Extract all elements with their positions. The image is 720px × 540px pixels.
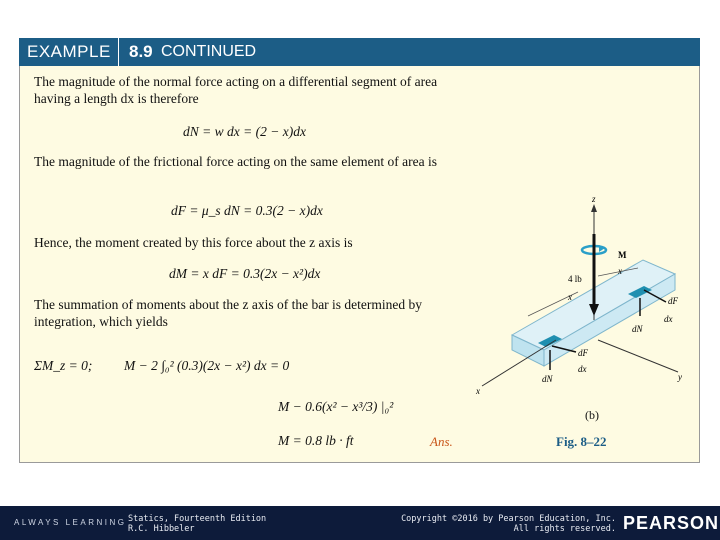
- equation-integral: M − 2 ∫₀² (0.3)(2x − x²) dx = 0: [124, 358, 290, 373]
- y-axis-line: [598, 340, 678, 372]
- book-info: [128, 514, 266, 534]
- paragraph-summation: The summation of moments about the z axis of the bar is determined by integration, which yields: [34, 297, 423, 329]
- equation-dF: dF = μ_s dN = 0.3(2 − x)dx: [171, 203, 323, 218]
- example-label: EXAMPLE: [27, 42, 111, 61]
- paragraph-normal-force: The magnitude of the normal force acting on a differential segment of area having a length dx is therefore: [34, 74, 438, 106]
- book-title: Statics, Fourteenth Edition: [128, 514, 267, 524]
- z-axis-arrow: [591, 204, 597, 212]
- x-dim-top-label: x: [618, 266, 622, 276]
- force-label: 4 lb: [568, 274, 582, 284]
- footer-bar: [0, 506, 720, 540]
- header-divider: [118, 38, 119, 66]
- equation-evaluated: M − 0.6(x² − x³/3) |₀²: [278, 399, 394, 414]
- dx-right-label: dx: [664, 314, 673, 324]
- always-learning-label: ALWAYS LEARNING: [14, 518, 127, 527]
- dx-left-label: dx: [578, 364, 587, 374]
- equation-dN: dN = w dx = (2 − x)dx: [183, 124, 306, 139]
- z-axis-label: z: [592, 194, 596, 204]
- dF-left-label: dF: [578, 348, 588, 358]
- figure-caption: Fig. 8–22: [556, 434, 607, 449]
- dN-right-label: dN: [632, 324, 643, 334]
- figure-part-label: (b): [585, 408, 599, 422]
- x-dim-mid-label: x: [568, 292, 572, 302]
- dF-right-label: dF: [668, 296, 678, 306]
- answer-label: Ans.: [430, 434, 453, 449]
- book-author: R.C. Hibbeler: [128, 524, 195, 534]
- pearson-logo: PEARSON: [623, 513, 720, 533]
- moment-label: M: [618, 250, 627, 260]
- paragraph-friction-force: The magnitude of the frictional force acting on the same element of area is: [34, 154, 437, 169]
- rights-text: All rights reserved.: [513, 524, 616, 534]
- copyright-info: [401, 514, 616, 534]
- bar-friction-figure: [468, 190, 700, 420]
- equation-sum-moments-label: ΣM_z = 0;: [34, 358, 93, 373]
- paragraph-moment: Hence, the moment created by this force about the z axis is: [34, 235, 353, 250]
- example-header: [19, 38, 700, 66]
- dN-left-label: dN: [542, 374, 553, 384]
- continued-label: CONTINUED: [161, 43, 257, 60]
- example-number: 8.9: [129, 42, 153, 61]
- copyright-text: Copyright ©2016 by Pearson Education, Inc.: [401, 514, 616, 524]
- y-axis-label: y: [678, 372, 682, 382]
- equation-result: M = 0.8 lb · ft: [278, 433, 354, 448]
- x-axis-label: x: [476, 386, 480, 396]
- equation-dM: dM = x dF = 0.3(2x − x²)dx: [169, 266, 321, 281]
